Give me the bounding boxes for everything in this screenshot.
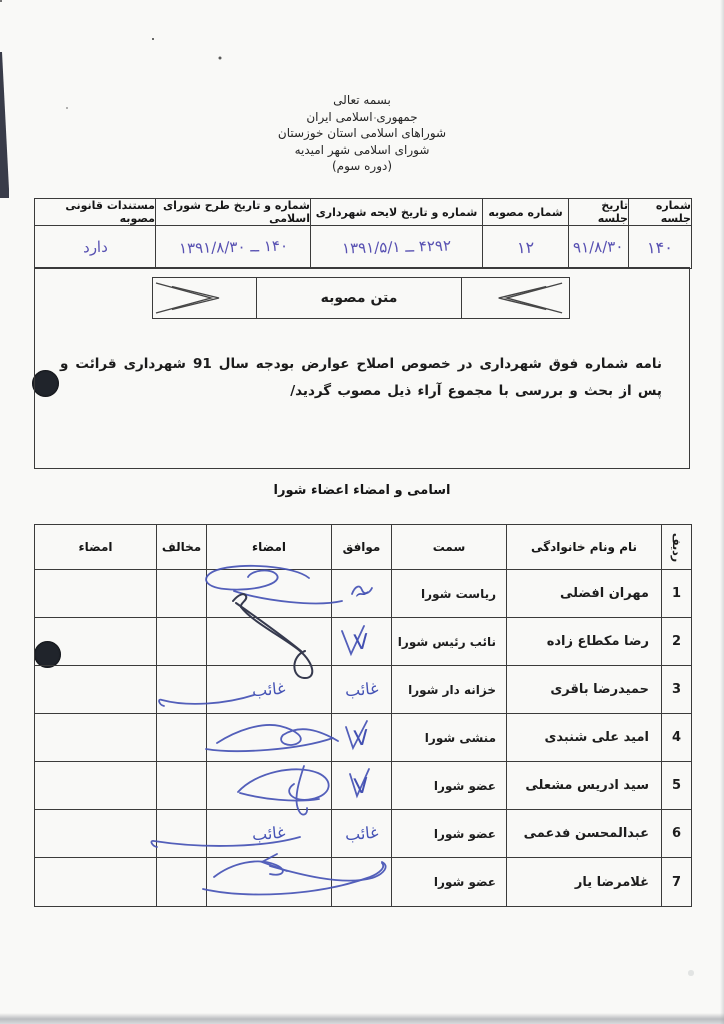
member-name: حمیدرضا باقری	[506, 666, 661, 714]
opposed-cell	[156, 570, 206, 618]
left-pointing-chevron-icon	[462, 278, 569, 318]
member-name: رضا مکطاع زاده	[506, 618, 661, 666]
absent-note: غائب	[344, 822, 379, 845]
meta-header-bill-number-date: شماره و تاریخ لایحه شهرداری	[310, 199, 482, 226]
session-number-value: ۱۴۰	[646, 237, 674, 257]
right-pointing-chevron-icon	[153, 278, 256, 318]
agree-mark-cell	[331, 762, 391, 810]
signature2-cell	[35, 714, 156, 762]
opposed-cell	[156, 762, 206, 810]
signature-cell	[206, 810, 331, 858]
scan-speckles	[0, 0, 2, 2]
members-header-agree: موافق	[331, 525, 391, 570]
agree-check-mark: V	[353, 628, 370, 655]
banner-left-ribbon	[153, 278, 256, 318]
members-header-position: سمت	[391, 525, 506, 570]
opposed-cell	[156, 618, 206, 666]
agree-mark-cell	[331, 714, 391, 762]
agree-check-mark: V	[353, 772, 370, 799]
member-position: ریاست شورا	[391, 570, 506, 618]
signature2-cell	[35, 762, 156, 810]
member-position: عضو شورا	[391, 858, 506, 906]
member-name: سید ادریس مشعلی	[506, 762, 661, 810]
absent-note: غائب	[251, 678, 287, 701]
member-position: نائب رئیس شورا	[391, 618, 506, 666]
member-row-number: 6	[661, 810, 691, 858]
resolution-number-value: ۱۲	[516, 237, 535, 257]
meta-header-session-date: تاریخ جلسه	[568, 199, 628, 226]
member-name: امید علی شنبدی	[506, 714, 661, 762]
member-row-number: 3	[661, 666, 691, 714]
signature-cell	[206, 618, 331, 666]
agree-mark-cell	[331, 666, 391, 714]
member-position: خزانه دار شورا	[391, 666, 506, 714]
country-line: جمهوری اسلامی ایران	[306, 109, 418, 124]
members-header-row: ردیف	[670, 532, 683, 562]
member-position: عضو شورا	[391, 762, 506, 810]
scan-bottom-shadow	[0, 1013, 724, 1024]
agree-mark-cell	[331, 570, 391, 618]
member-row-number: 5	[661, 762, 691, 810]
agree-mark-cell	[331, 858, 391, 906]
signature-cell	[206, 858, 331, 906]
signature-cell	[206, 762, 331, 810]
opposed-cell	[156, 810, 206, 858]
agree-check-mark: V	[353, 724, 370, 751]
term-line: (دوره سوم)	[331, 159, 393, 173]
meta-header-resolution-number: شماره مصوبه	[482, 199, 568, 226]
signature-cell	[206, 666, 331, 714]
members-table-header	[34, 524, 692, 570]
member-name: عبدالمحسن فدعمی	[506, 810, 661, 858]
members-header-signature2: امضاء	[35, 525, 156, 570]
member-row-number: 4	[661, 714, 691, 762]
meta-header-session-number: شماره جلسه	[628, 199, 691, 226]
council-plan-number-date-value: ۱۴۰ ــ ۱۳۹۱/۸/۳۰	[178, 236, 288, 258]
province-council-line: شوراهای اسلامی استان خوزستان	[277, 126, 447, 140]
member-row-number: 7	[661, 858, 691, 906]
banner-title: متن مصوبه	[256, 278, 461, 318]
signature2-cell	[35, 858, 156, 906]
members-header-name: نام ونام خانوادگی	[506, 525, 661, 570]
opposed-cell	[156, 666, 206, 714]
opposed-cell	[156, 714, 206, 762]
signature2-cell	[35, 666, 156, 714]
agree-mark-cell	[331, 618, 391, 666]
members-header-opposed: مخالف	[156, 525, 206, 570]
signature-cell	[206, 570, 331, 618]
member-position: منشی شورا	[391, 714, 506, 762]
resolution-meta-table	[34, 198, 692, 269]
city-council-line: شورای اسلامی شهر امیدیه	[294, 142, 430, 157]
meta-header-legal-documentation: مستندات قانونی مصوبه	[35, 199, 155, 226]
bismillah-line: بسمه تعالی	[333, 93, 391, 107]
absent-note: غائب	[344, 678, 379, 701]
absent-note: غائب	[251, 822, 287, 845]
member-row-number: 1	[661, 570, 691, 618]
member-name: غلامرضا یار	[506, 858, 661, 906]
members-section-title: اسامی و امضاء اعضاء شورا	[273, 483, 451, 498]
bill-number-date-value: ۴۲۹۲ ــ ۱۳۹۱/۵/۱	[341, 236, 452, 258]
member-row-number: 2	[661, 618, 691, 666]
opposed-cell	[156, 858, 206, 906]
signature2-cell	[35, 570, 156, 618]
members-table-body	[34, 570, 692, 907]
session-date-value: ۹۱/۸/۳۰	[573, 237, 624, 257]
signature-cell	[206, 714, 331, 762]
agree-tick-mark: ~	[351, 580, 372, 607]
member-position: عضو شورا	[391, 810, 506, 858]
letterhead	[0, 92, 724, 175]
member-name: مهران افضلی	[506, 570, 661, 618]
signature2-cell	[35, 618, 156, 666]
resolution-title-banner	[152, 277, 570, 319]
agree-mark-cell	[331, 810, 391, 858]
meta-header-council-plan-number-date: شماره و تاریخ طرح شورای اسلامی	[155, 199, 310, 226]
banner-right-ribbon	[461, 278, 569, 318]
resolution-body-text: نامه شماره فوق شهرداری در خصوص اصلاح عوارض بودجه سال 91 شهرداری قرائت و پس از بحث و بررسی با مجموع آراء ذیل مصوب گردید/	[60, 355, 662, 399]
legal-documentation-value: دارد	[82, 237, 108, 257]
members-header-signature: امضاء	[206, 525, 331, 570]
signature2-cell	[35, 810, 156, 858]
